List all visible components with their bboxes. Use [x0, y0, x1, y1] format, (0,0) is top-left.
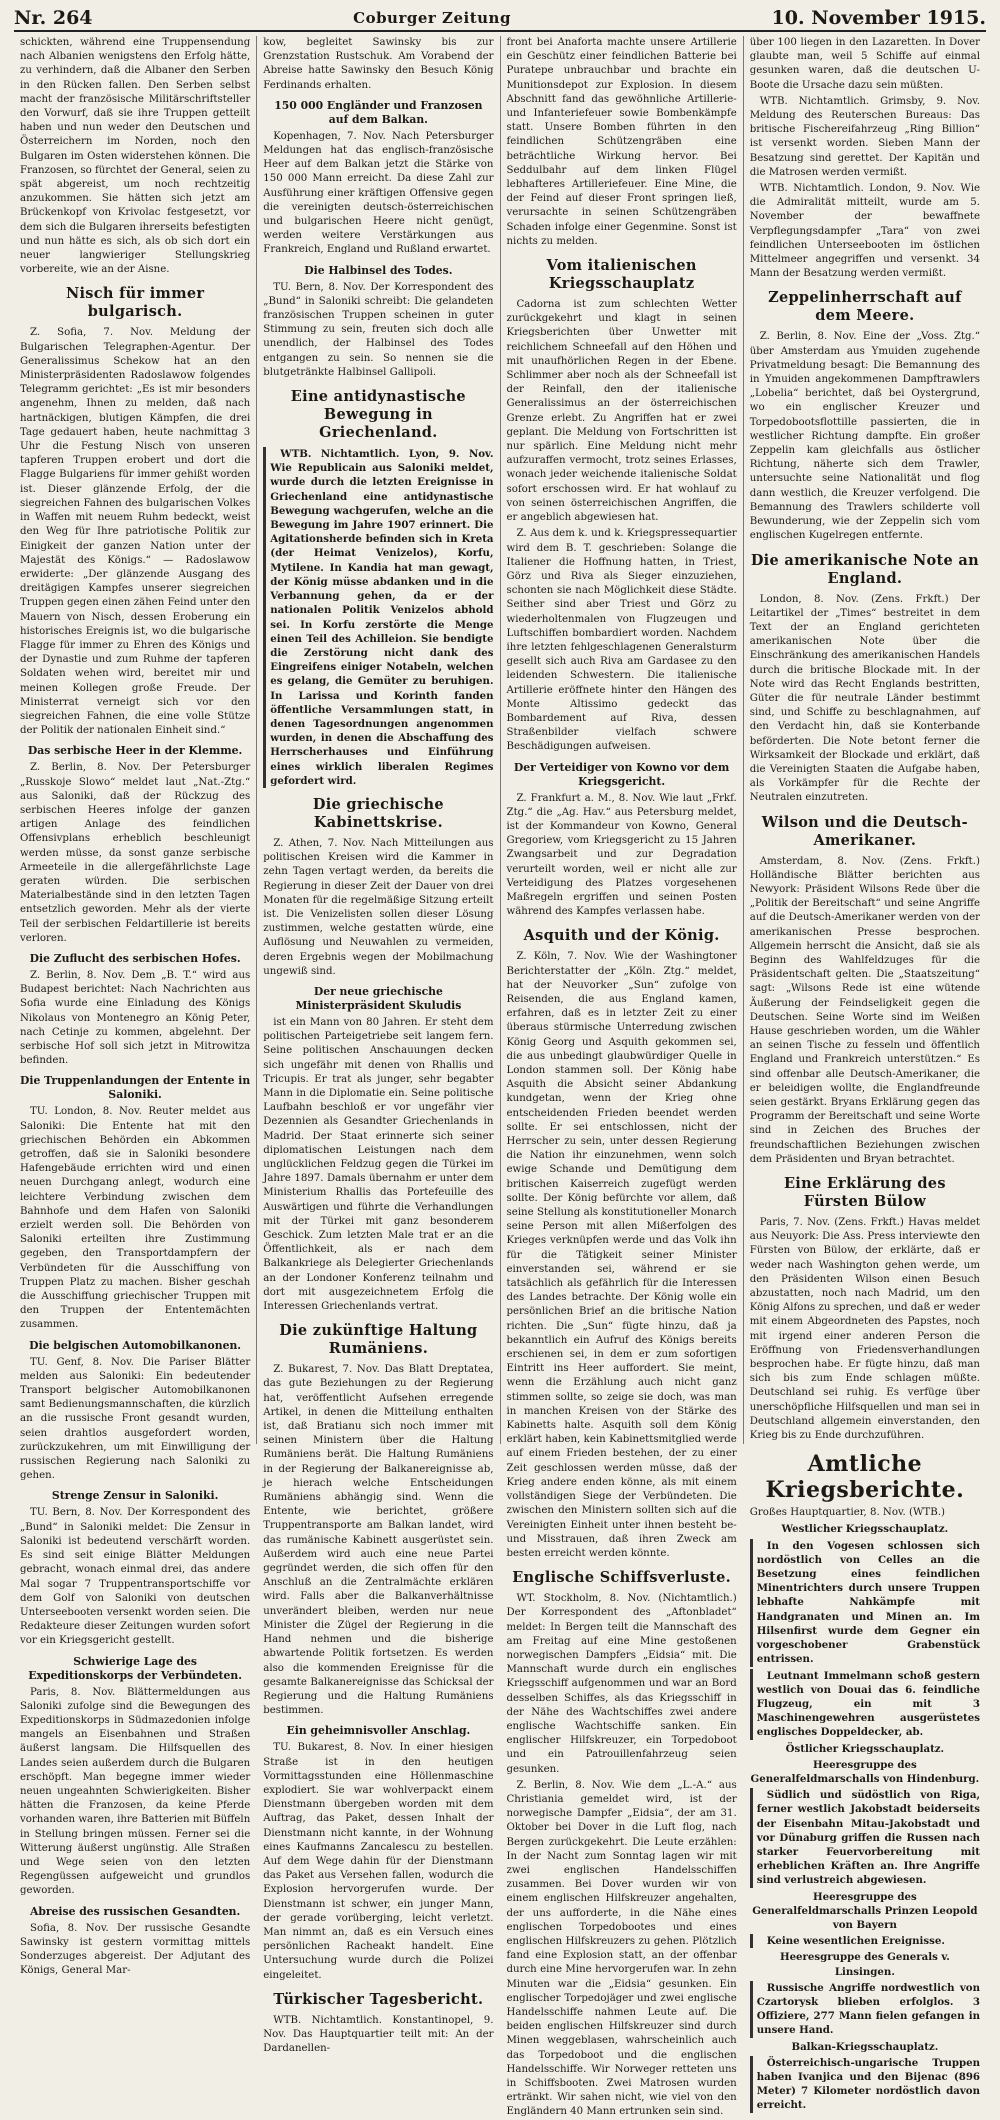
- subheadline: Ein geheimnisvoller Anschlag.: [286, 1724, 471, 1738]
- subheadline: Abreise des russischen Gesandten.: [29, 1904, 241, 1918]
- columns: [14, 36, 986, 2118]
- article-text: Leutnant Immelmann schoß gestern westlich von Douai das 6. feindliche Flugzeug, ein mit 3 Maschinengewehren ausgerüstetes englisches Doppeldecker, ab.: [750, 1669, 980, 1740]
- article-text: über 100 liegen in den Lazaretten. In Dover glaubte man, weil 5 Schiffe auf einmal gesunken waren, daß die deutschen U-Boote die Ursache dazu sein müßten.: [749, 37, 980, 91]
- article-text: WTB. Nichtamtlich. London, 9. Nov. Wie die Admiralität mitteilt, wurde am 5. November der bewaffnete Verpflegungsdampfer „Tara“ von zwei feindlichen Unterseebooten im östlichen Mittelmeer angegriffen und versenkt. 34 Mann der Besatzung werden vermißt.: [749, 183, 980, 280]
- subheadline: 150 000 Engländer und Franzosen auf dem Balkan.: [274, 98, 483, 126]
- headline: Nisch für immer bulgarisch.: [65, 285, 205, 321]
- article-text: ist ein Mann von 80 Jahren. Er steht dem politischen Parteigetriebe seit langem fern. Seine politischen Anschauungen decken sich ungefähr mit denen von Rhallis und Tricupis. Er trat als junger, sehr begabter Mann in die Diplomatie ein. Seine politische Laufbahn beschloß er vor ungefähr vier Dezennien als Gesandter Griechenlands in Madrid. Der Staat erinnerte sich seiner diplomatischen Leistungen nach dem unglücklichen Feldzug gegen die Türkei im Jahre 1897. Damals übernahm er unter dem Ministerium Rhallis das Portefeuille des Auswärtigen und führte die Verhandlungen mit der Türkei mit ganz besonderem Geschick. Zum letzten Male trat er an die Öffentlichkeit, als er nach dem Balkankriege als Delegierter Griechenlands an der Londoner Konferenz teilnahm und dort mit ausgezeichnetem Erfolg die Interessen Griechenlands vertrat.: [263, 1016, 494, 1313]
- article-text: Amsterdam, 8. Nov. (Zens. Frkft.) Holländische Blätter berichten aus Newyork: Präsident Wilsons Rede über die „Politik der Bereitschaft“ und seine Angriffe auf die Deutsch-Amerikaner werden von der amerikanischen Presse besprochen. Allgemein herrscht die Ansicht, daß sie als Beginn des Wahlfeldzuges für die Präsidentschaft gelten. Die „Staatszeitung“ sagt: „Wilsons Rede ist eine wütende Äußerung der Feindseligkeit gegen die Deutschen. Seine Worte sind im Weißen Hause geschrieben worden, um die Wähler an seinen Tische zu fesseln und öffentlich England und Frankreich unterstützen.“ Es sind offenbar alle Deutsch-Amerikaner, die er beleidigen wollte, die Englandfreunde seien gestärkt. Bryans Erklärung gegen das Programm der Bereitschaft und seine Worte sind in Zeichen des Bruches der freundschaftlichen Beziehungen zwischen dem Präsidenten und Bryan betrachtet.: [749, 855, 980, 1165]
- subheadline: Schwierige Lage des Expeditionskorps der Verbündeten.: [28, 1654, 242, 1682]
- article-text: WTB. Nichtamtlich. Grimsby, 9. Nov. Meldung des Reuterschen Bureaus: Das britische Fischereifahrzeug „Ring Billion“ ist versenkt worden. Sieben Mann der Besatzung sind gerettet. Der Kapitän und die Matrosen werden vermißt.: [749, 95, 980, 178]
- army-group-heading: Heeresgruppe des Generalfeldmarschalls von Hindenburg.: [750, 1758, 980, 1785]
- article-text: Paris, 7. Nov. (Zens. Frkft.) Havas meldet aus Neuyork: Die Ass. Press interviewte den Fürsten von Bülow, der erklärte, daß er weder nach Washington gehen werde, um den Präsidenten Wilson einen Besuch abzustatten, noch nach Madrid, um den König Alfons zu sprechen, und daß er weder mit einem Abgeordneten des Papstes, noch mit irgend einer anderen Person die Eröffnung von Friedensverhandlungen besprochen habe. Er fügte hinzu, daß man sich bis zum Ende schlagen müßte. Deutschland sei ruhig. Es verfüge über unerschöpfliche Hilfsquellen und man sei in Deutschland allgemein einverstanden, den Krieg bis zu Ende durchzuführen.: [749, 1217, 980, 1442]
- subheadline: Der neue griechische Ministerpräsident Skuludis: [295, 984, 462, 1012]
- subheadline: Die Truppenlandungen der Entente in Saloniki.: [20, 1074, 251, 1102]
- article-text: TU. Bukarest, 8. Nov. In einer hiesigen Straße ist in den heutigen Vormittagsstunden eine Höllenmaschine explodiert. Sie war wohlverpackt einem Dienstmann übergeben worden mit dem Auftrag, das Paket, dessen Inhalt der Dienstmann nicht kannte, in der Wohnung eines Kaufmanns Zancalescu zu bestellen. Auf dem Wege dahin für der Dienstmann das Paket aus Versehen fallen, wodurch die Explosion hervorgerufen wurde. Der Dienstmann ist schwer, ein junger Mann, der gerade vorüberging, leicht verletzt. Man nimmt an, daß es ein Versuch eines persönlichen Racheakt handelt. Eine Untersuchung wurde durch die Polizei eingeleitet.: [263, 1742, 494, 1981]
- army-group-heading: Heeresgruppe des Generals v. Linsingen.: [779, 1951, 950, 1978]
- subheadline: Die belgischen Automobilkanonen.: [29, 1338, 242, 1352]
- article-text: London, 8. Nov. (Zens. Frkft.) Der Leitartikel der „Times“ bestreitet in dem Text der an England gerichteten amerikanischen Note über die Einschränkung des amerikanischen Handels durch die britische Blockade mit. In der Note wird das Recht Englands bestritten, Güter die für neutrale Länder bestimmt sind, und Schiffe zu beschlagnahmen, auf den Verdacht hin, daß sie Konterbande beförderten. Die Note betont ferner die Wirksamkeit der Blockade und erklärt, daß die Vereinigten Staaten die Aufgabe haben, als Vorkämpfer für die Rechte der Neutralen einzutreten.: [749, 593, 980, 804]
- article-text: Kopenhagen, 7. Nov. Nach Petersburger Meldungen hat das englisch-französische Heer auf dem Balkan jetzt die Stärke von 150 000 Mann erreicht. Da diese Zahl zur Ausführung einer kräftigen Offensive gegen die vereinigten deutsch-österreichischen und bulgarischen Heere nicht genügt, werden weitere Verstärkungen aus Frankreich, England und Rußland erwartet.: [263, 130, 494, 256]
- column-4: [744, 36, 986, 2112]
- article-text: Z. Köln, 7. Nov. Wie der Washingtoner Berichterstatter der „Köln. Ztg.“ meldet, hat der Neuvorker „Sun“ zufolge von Reisenden, die aus England kamen, erfahren, daß es in letzter Zeit zu einer überaus stürmische Unterredung zwischen König Georg und Asquith gekommen sei, die aus unbedingt glaubwürdiger Quelle in London stammen soll. Der König habe Asquith die Absicht seiner Abdankung kundgetan, wenn der Krieg ohne entscheidenden Frieden beendet werden sollte. Er sei entschlossen, nicht der Herrscher zu sein, unter dessen Regierung die Nation ihr einzunehmen, wenn solch ewige Schande und Demütigung dem britischen Kaiserreich zugefügt werden sollte. Der König befürchte vor allem, daß seine Stellung als konstitutioneller Monarch seine Person mit allen Mißerfolgen des Krieges verknüpfen werde und das Volk ihn für die Tätigkeit seiner Minister einverstanden sei, während er sie tatsächlich als gefährlich für die Interessen des Landes betrachte. Der König wolle ein persönlichen Brief an die britische Nation richten. Die „Sun“ fügte hinzu, daß ja bekanntlich ein Aufruf des Königs bereits erschienen sei, in dem er zum sofortigen Eintritt ins Heer auffordert. Sie meint, wenn die Erzählung auch nicht ganz stimmen sollte, so zeige sie doch, was man in manchen Kreisen von der Stärke des Kabinetts halte. Asquith soll dem König erklärt haben, kein Kabinettsmitglied werde auf einem Frieden bestehen, der zu einer Zeit geschlossen werden müsse, daß der Krieg andere enden könne, als mit einem vollständigen Siege der Verbündeten. Die zwischen den Ministern sollten sich auf die Vereinigten Einheit unter ihnen besteht be- und Misstrauen, daß ihren Zweck am besten erreicht werden könnte.: [506, 951, 737, 1559]
- column-1: [14, 36, 257, 1977]
- article-text: Z. Berlin, 8. Nov. Der Petersburger „Russkoje Slowo“ meldet laut „Nat.-Ztg.“ aus Saloniki, daß der Rückzug des serbischen Heeres infolge der ganzen artigen Anlage des feindlichen Offensivplans erheblich beschleunigt werden müsse, da sonst ganze serbische Armeeteile in die allergefährlichste Lage geraten würden. Die serbischen Materialbestände sind in den letzten Tagen entsetzlich geworden. Mehr als der vierte Teil der serbischen Feldartillerie ist bereits verloren.: [20, 762, 251, 944]
- article-text: Südlich und südöstlich von Riga, ferner westlich Jakobstadt beiderseits der Eisenbahn Mitau-Jakobstadt und vor Dünaburg griffen die Russen nach starker Feuervorbereitung mit erheblichen Kräften an. Ihre Angriffe sind verlustreich abgewiesen.: [750, 1788, 980, 1887]
- column-2: [257, 36, 500, 2055]
- article-text: Österreichisch-ungarische Truppen haben Ivanjica und den Bijenac (896 Meter) 7 Kilometer nordöstlich davon erreicht.: [750, 2056, 980, 2113]
- newspaper-title: Coburger Zeitung: [353, 9, 511, 27]
- subheadline: Strenge Zensur in Saloniki.: [51, 1489, 219, 1503]
- section-heading: Östlicher Kriegsschauplatz.: [785, 1742, 945, 1755]
- subheadline: Die Zuflucht des serbischen Hofes.: [29, 951, 241, 965]
- article-text: TU. Bern, 8. Nov. Der Korrespondent des „Bund“ in Saloniki schreibt: Die gelandeten französischen Truppen scheinen in guter Stimmung zu sein, freuten sich doch alle unendlich, der Halbinsel des Todes entgangen zu sein. So nennen sie die blutgetränkte Halbinsel Gallipoli.: [263, 281, 494, 378]
- headline: Vom italienischen Kriegsschauplatz: [546, 257, 697, 293]
- subheadline: Das serbische Heer in der Klemme.: [27, 744, 243, 758]
- article-text: schickten, während eine Truppensendung nach Albanien wenigstens den Erfolg hätte, zu verhindern, daß die Albaner den Serben in den Rücken fallen. Den Serben selbst macht der französische Militärschriftsteller den Vorwurf, daß sie ihre Truppen getteilt haben und nun weder den Deutschen und Österreichern im Norden, noch den Bulgaren im Osten widerstehen können. Die Franzosen, so fürchtet der General, seien zu spät abgereist, um noch rechtzeitig anzukommen. Sie hätten sich jetzt am Brückenkopf von Krivolac festgesetzt, vor dem sich die Bulgaren ihrerseits befestigten und nun hätte es sich, als ob sich dort ein neuer langwieriger Stellungskrieg vorbereite, wie an der Aisne.: [20, 37, 251, 276]
- article-text: kow, begleitet Sawinsky bis zur Grenzstation Rustschuk. Am Vorabend der Abreise hatte Sawinsky den Besuch König Ferdinands erhalten.: [263, 37, 494, 91]
- column-3: [501, 36, 744, 2118]
- headline: Eine antidynastische Bewegung in Griechenland.: [290, 388, 466, 442]
- headline: Die zukünftige Haltung Rumäniens.: [279, 1322, 478, 1358]
- article-text: WT. Stockholm, 8. Nov. (Nichtamtlich.) Der Korrespondent des „Aftonbladet“ meldet: In Bergen teilt die Mannschaft des am Freitag auf eine Mine gestoßenen norwegischen Dampfers „Eidsia“ mit. Die Mannschaft wurde durch ein englisches Kriegsschiff aufgenommen und war an Bord desselben Schiffes, als das Kriegsschiff in der Nähe des Wachtschiffes zwei andere englische Wachtschiffe sanken. Ein englischer Hilfskreuzer, ein Torpedoboot und ein Patrouillenfahrzeug seien gesunken.: [506, 1593, 737, 1775]
- article-text: Z. Frankfurt a. M., 8. Nov. Wie laut „Frkf. Ztg.“ die „Ag. Hav.“ aus Petersburg meldet, ist der Kommandeur von Kowno, General Gregoriew, vom Kriegsgericht zu 15 Jahren Zwangsarbeit und zur Degradation verurteilt worden, weil er nicht alle zur Verteidigung des Platzes vorgesehenen Maßregeln ergriffen und seinen Posten während des Kampfes verlassen habe.: [506, 792, 737, 918]
- headline: Die griechische Kabinettskrise.: [312, 795, 444, 831]
- section-heading: Westlicher Kriegsschauplatz.: [781, 1523, 949, 1536]
- headline: Wilson und die Deutsch-Amerikaner.: [761, 813, 968, 849]
- headline: Englische Schiffsverluste.: [512, 1569, 732, 1587]
- article-text: front bei Anaforta machte unsere Artillerie ein Geschütz einer feindlichen Batterie bei Puratepe unbrauchbar und brachte ein Munitionsdepot zur Explosion. In diesem Abschnitt fand das gewöhnliche Artillerie- und Infanteriefeuer sowie Bombenkämpfe statt. Unsere Bomben führten in den feindlichen Schützengräben eine beträchtliche Wirkung hervor. Bei Seddulbahr auf dem linken Flügel lebhafteres Artilleriefeuer. Eine Mine, die der Feind auf dieser Front springen ließ, verursachte in seinen Schützengräben Schaden infolge einer Gegenmine. Sonst ist nichts zu melden.: [506, 37, 737, 247]
- masthead: [14, 6, 986, 32]
- article-text: TU. Bern, 8. Nov. Der Korrespondent des „Bund“ in Saloniki meldet: Die Zensur in Saloniki ist bedeutend verschärft worden. Es sind seit einige Blätter Meldungen gebracht, wonach einmal drei, das andere Mal sogar 7 Truppentransportschiffe vor dem Golf von Saloniki von deutschen Unterseebooten versenkt worden seien. Die Redakteure dieser Zeitungen wurden sofort vor ein Kriegsgericht gestellt.: [20, 1507, 251, 1647]
- article-text: Z. Berlin, 8. Nov. Dem „B. T.“ wird aus Budapest berichtet: Nach Nachrichten aus Sofia wurde eine Einladung des Königs Nikolaus von Montenegro an König Peter, nach Cetinje zu kommen, abgelehnt. Der serbische Hof soll sich jetzt in Mitrowitza befinden.: [20, 969, 251, 1067]
- subheadline: Die Halbinsel des Todes.: [304, 263, 453, 277]
- article-text: Keine wesentlichen Ereignisse.: [750, 1934, 980, 1948]
- article-text: Z. Berlin, 8. Nov. Eine der „Voss. Ztg.“ über Amsterdam aus Ymuiden zugehende Privatmeldung besagt: Die Bemannung des in Ymuiden angekommenen Dampftrawlers „Lobelia“ berichtet, daß bei Oystergrund, wo ein englischer Kreuzer und Torpedobootsflottille passierten, die in westlicher Richtung dampfte. Ein großer Zeppelin kam gleichfalls aus östlicher Richtung, näherte sich dem Trawler, untersuchte seine Nationalität und flog dann westlich, die Kreuzer verfolgend. Die Bemannung des Trawlers schilderte voll Bewunderung, wie der Zeppelin sich vom englischen Kugelregen entfernte.: [749, 331, 980, 542]
- article-text: Z. Sofia, 7. Nov. Meldung der Bulgarischen Telegraphen-Agentur. Der Generalissimus Schekow hat an den Ministerpräsidenten Radoslawow folgendes Telegramm gerichtet: „Es ist mir besonders angenehm, Ihnen zu melden, daß nach hartnäckigen, blutigen Kämpfen, die drei Tage gedauert haben, heute nachmittag 3 Uhr die Festung Nisch von unseren tapferen Truppen erobert und dort die Flagge Bulgariens für immer gehißt worden ist. Dieser glänzende Erfolg, der die siegreichen Fahnen des bulgarischen Volkes in Waffen mit neuem Ruhm bedeckt, weist den Weg für Ihre patriotische Politik zur Einigkeit der ganzen Nation unter der Majestät des Königs.“ — Radoslawow erwiderte: „Der glänzende Ausgang des dreitägigen Kampfes unserer siegreichen Truppen gegen einen zähen Feind unter den Mauern von Nisch, dessen Eroberung ein historisches Ereignis ist, wo die bulgarische Flagge für immer zu Ehren des Königs und der Dynastie und zum Ruhme der tapferen Soldaten wehen wird, bereitet mir und meinen Kollegen große Freude. Der Ministerrat verneigt sich vor den siegreichen Fahnen, die eine volle Stütze der Politik der nationalen Einheit sind.“: [20, 327, 251, 737]
- article-text: In den Vogesen schlossen sich nordöstlich von Celles an die Besetzung eines feindlichen Minentrichters durch unsere Truppen lebhafte Nahkämpfe mit Handgranaten und Minen an. Im Hilsenfirst wurde dem Gegner ein vorgeschobener Grabenstück entrissen.: [750, 1539, 980, 1667]
- article-text: WTB. Nichtamtlich. Konstantinopel, 9. Nov. Das Hauptquartier teilt mit: An der Dardanellen-: [263, 2014, 494, 2055]
- article-text: Sofia, 8. Nov. Der russische Gesandte Sawinsky ist gestern vormittag mittels Sonderzuges abgereist. Der Adjutant des Königs, General Mar-: [20, 1922, 251, 1977]
- article-text: TU. London, 8. Nov. Reuter meldet aus Saloniki: Die Entente hat mit den griechischen Behörden ein Abkommen getroffen, daß sie in Saloniki besondere Hafengebäude errichten wird und einen neuen Durchgang anlegt, wodurch eine leichtere Verbindung zwischen dem Bahnhofe und dem Hafen von Saloniki erzielt werden soll. Die Behörden von Saloniki erteilten ihre Zustimmung gegeben, den Transportdampfern der Verbündeten für die Ausschiffung von Truppen Platz zu machen. Bisher geschah die Ausschiffung griechischer Truppen mit den Truppen der Ententemächten zusammen.: [20, 1106, 251, 1331]
- headline: Asquith und der König.: [523, 927, 720, 945]
- article-text: TU. Genf, 8. Nov. Die Pariser Blätter melden aus Saloniki: Ein bedeutender Transport belgischer Automobilkanonen samt Bedienungsmannschaften, die kürzlich an die russische Front gesandt wurden, seien drahtlos ausgefordert worden, zurückzukehren, um mit Einwilligung der russischen Regierung nach Saloniki zu gehen.: [20, 1356, 251, 1482]
- issue-date: 10. November 1915.: [771, 7, 986, 29]
- army-group-heading: Heeresgruppe des Generalfeldmarschalls Prinzen Leopold von Bayern: [752, 1890, 978, 1931]
- headline: Eine Erklärung des Fürsten Bülow: [783, 1175, 946, 1211]
- subheadline: Der Verteidiger von Kowno vor dem Kriegsgericht.: [513, 760, 730, 788]
- article-text: Großes Hauptquartier, 8. Nov. (WTB.): [749, 1507, 945, 1519]
- article-text: Z. Athen, 7. Nov. Nach Mitteilungen aus politischen Kreisen wird die Kammer in zehn Tagen vertagt werden, da bereits die Regierung in dieser Zeit der Dauer von drei Monaten für die regelmäßige Sitzung erteilt ist. Die Venizelisten sollen dieser Lösung zustimmen, welche gestatten würde, eine Auflösung und Neuwahlen zu vermeiden, deren Ergebnis wegen der Mobilmachung ungewiß sind.: [263, 837, 494, 977]
- section-heading: Balkan-Kriegsschauplatz.: [791, 2040, 939, 2053]
- official-war-reports-heading: Amtliche Kriegsberichte.: [765, 1451, 965, 1504]
- article-text: Z. Bukarest, 7. Nov. Das Blatt Dreptatea, das gute Beziehungen zu der Regierung hat, veröffentlicht Aufsehen erregende Artikel, in denen die Mitteilung enthalten ist, daß Bratianu sich noch immer mit seinen Ministern über die Haltung Rumäniens berät. Die Haltung Rumäniens in der Regierung der Balkanereignisse ab, je hierach welche Entscheidungen Rumäniens abhängig sind. Wenn die Entente, wie berichtet, größere Truppentransporte am Balkan landet, wird das rumänische Kabinett ausgerüstet sein. Außerdem wird auch eine neue Partei gegründet werden, die sich offen für den Anschluß an die Zentralmächte erklären wird. Falls aber die Balkanverhältnisse unverändert bleiben, werden nur neue Minister die Zügel der Regierung in die Hand nehmen und die bisherige abwartende Politik fortsetzen. Es werden also die kommenden Ereignisse für die gesamte Balkanereignisse das Schicksal der Regierung und die Haltung Rumäniens bestimmen.: [263, 1364, 494, 1717]
- article-text: Cadorna ist zum schlechten Wetter zurückgekehrt und klagt in seinen Kriegsberichten über Unwetter mit reichlichem Schneefall auf den Höhen und mit unaufhörlichen Regen in der Ebene. Schlimmer aber noch als der Schneefall ist der Reinfall, den der italienische Generalissimus an der österreichischen Grenze erlebt. Zu Angriffen hat er zwei geplant. Die Meldung von Fortschritten ist nur spärlich. Eine Meldung nicht mehr aufzuraffen vermocht, trotz seines Erlasses, wonach jeder weichende italienische Soldat sofort erschossen wird. Er hat wohlauf zu von seinen österreichischen Angriffen, die er angeblich abgewiesen hat.: [506, 299, 737, 524]
- headline: Die amerikanische Note an England.: [750, 551, 979, 587]
- article-text: WTB. Nichtamtlich. Lyon, 9. Nov. Wie Republicain aus Saloniki meldet, wurde durch die letzten Ereignisse in Griechenland eine antidynastische Bewegung wachgerufen, welche an die Bewegung im Jahre 1907 erinnert. Die Agitationsherde befinden sich in Kreta (der Heimat Venizelos), Korfu, Mytilene. In Kandia hat man gewagt, der König müsse abdanken und in die Verbannung gehen, da er der nationalen Politik Venizelos abhold sei. In Korfu zerstörte die Menge einen Teil des Achilleion. Sie bendigte die Zerstörung nicht dank des Eingreifens einiger Notabeln, welchen es gelang, die Gemüter zu beruhigen. In Larissa und Korinth fanden öffentliche Versammlungen statt, in denen Tagesordnungen angenommen wurden, in denen die Abschaffung des Herrscherhauses und Einführung eines wirklich liberalen Regimes gefordert wird.: [263, 447, 493, 788]
- headline: Zeppelinherrschaft auf dem Meere.: [768, 289, 962, 325]
- article-text: Paris, 8. Nov. Blättermeldungen aus Saloniki zufolge sind die Bewegungen des Expeditionskorps in Südmazedonien infolge mangels an Eisenbahnen und Straßen äußerst langsam. Die Hilfsquellen des Landes seien außerdem durch die Bulgaren erschöpft. Man begegne immer wieder neuen ungeahnten Schwierigkeiten. Bisher hätten die Franzosen, da keine Pferde vorhanden waren, ihre Batterien mit Büffeln in Stellung bringen müssen. Ferner sei die Witterung äußerst ungünstig. Alle Straßen und Wege seien von den letzten Regengüssen aufgeweicht und grundlos geworden.: [20, 1686, 251, 1897]
- article-text: Russische Angriffe nordwestlich von Czartorysk blieben erfolglos. 3 Offiziere, 277 Mann fielen gefangen in unsere Hand.: [750, 1981, 980, 2038]
- issue-number: Nr. 264: [14, 7, 93, 29]
- article-text: Z. Aus dem k. und k. Kriegspressequartier wird dem B. T. geschrieben: Solange die Italiener die Hoffnung hatten, in Triest, Görz und Riva als Sieger einzuziehen, schonten sie nach Möglichkeit diese Städte. Seither sind aber Triest und Görz zu wiederholtenmalen von Flugzeugen und Luftschiffen bombardiert worden. Nachdem ihre letzten fehlgeschlagenen Generalsturm gesellt sich auch Riva am Gardasee zu den leidenden Schwestern. Die italienische Artillerie eröffnete hinter den Hängen des Monte Altissimo gedeckt das Bombardement auf Riva, dessen Straßenbilder vielfach schwere Beschädigungen aufweisen.: [506, 528, 737, 753]
- article-text: Z. Berlin, 8. Nov. Wie dem „L.-A.“ aus Christiania gemeldet wird, ist der norwegische Dampfer „Eidsia“, der am 31. Oktober bei Dover in die Luft flog, nach Bergen zurückgekehrt. Die Leute erzählen: In der Nacht zum Sonntag lagen wir mit zwei englischen Handelsschiffen zusammen. Bei Dover wurden wir von einem englischen Hilfskreuzer angehalten, der uns aufforderte, in die Nähe eines englischen Torpedobootes und eines englischen Hilfskreuzers zu gehen. Plötzlich fand eine Explosion statt, an der offenbar durch eine Mine hervorgerufen war. In zehn Minuten war die „Eidsia“ gesunken. Ein englischer Torpedojäger und zwei englische Handelsschiffe nahmen Leute auf. Die beiden englischen Hilfskreuzer sind durch Minen weggeblasen, wahrscheinlich auch das Torpedoboot und die englischen Handelsschiffe. Wir Norweger retteten uns in Schiffsbooten. Zwei Matrosen wurden ertränkt. Wir sahen nicht, wie viel von den Engländern 40 Mann ertrunken sein sind.: [506, 1779, 737, 2118]
- headline: Türkischer Tagesbericht.: [273, 1990, 484, 2008]
